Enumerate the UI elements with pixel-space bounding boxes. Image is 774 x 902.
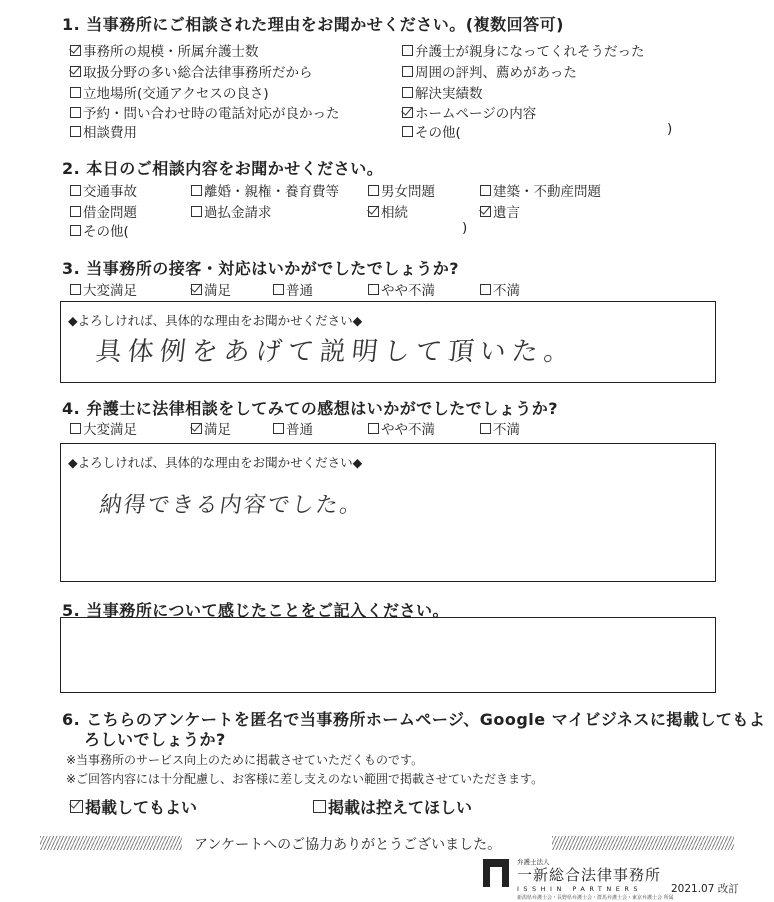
q1-option-scale[interactable]: 事務所の規模・所属弁護士数 bbox=[70, 40, 259, 60]
q3-option-neutral[interactable]: 普通 bbox=[273, 279, 313, 299]
checkbox[interactable] bbox=[402, 66, 413, 77]
checkbox[interactable] bbox=[480, 284, 491, 295]
q4-option-somewhat-dissatisfied[interactable]: やや不満 bbox=[368, 418, 435, 438]
q2-option-relationship[interactable]: 男女問題 bbox=[368, 180, 435, 200]
firm-type-label: 弁護士法人 bbox=[517, 858, 550, 866]
q1-option-reputation[interactable]: 周囲の評判、薦めがあった bbox=[402, 61, 577, 81]
q6-note-2: ※ご回答内容には十分配慮し、お客様に差し支えのない範囲で掲載させていただきます。 bbox=[66, 772, 544, 786]
decorative-hatch-right bbox=[552, 836, 734, 850]
checkbox[interactable] bbox=[70, 206, 81, 217]
q2-option-will[interactable]: 遺言 bbox=[480, 201, 520, 221]
firm-affiliation: 新潟県弁護士会・長野県弁護士会・群馬弁護士会・東京弁護士会 所属 bbox=[517, 895, 674, 901]
checkbox[interactable] bbox=[368, 423, 379, 434]
q6-title-line1: 6. こちらのアンケートを匿名で当事務所ホームページ、Google マイビジネスに掲載してもよ bbox=[62, 710, 766, 729]
q3-option-somewhat-dissatisfied[interactable]: やや不満 bbox=[368, 279, 435, 299]
q3-handwritten-answer: 具体例をあげて説明して頂いた。 bbox=[94, 337, 578, 367]
q6-option-allow[interactable]: 掲載してもよい bbox=[70, 795, 197, 818]
checkbox[interactable] bbox=[402, 126, 413, 137]
checkbox[interactable] bbox=[70, 225, 81, 236]
checkbox[interactable] bbox=[191, 284, 202, 295]
checkbox[interactable] bbox=[368, 206, 379, 217]
q5-title: 5. 当事務所について感じたことをご記入ください。 bbox=[62, 601, 449, 620]
q4-option-satisfied[interactable]: 満足 bbox=[191, 418, 231, 438]
decorative-hatch-left bbox=[40, 836, 182, 850]
revision-date: 2021.07 改訂 bbox=[671, 883, 739, 895]
q4-option-very-satisfied[interactable]: 大変満足 bbox=[70, 418, 137, 438]
q1-option-location[interactable]: 立地場所(交通アクセスの良さ) bbox=[70, 82, 269, 102]
checkbox[interactable] bbox=[70, 185, 81, 196]
q2-title: 2. 本日のご相談内容をお聞かせください。 bbox=[62, 159, 384, 178]
q6-title-line2: ろしいでしょうか? bbox=[84, 730, 226, 749]
q1-option-other[interactable]: その他( bbox=[402, 121, 461, 141]
q1-option-phone[interactable]: 予約・問い合わせ時の電話対応が良かった bbox=[70, 102, 340, 122]
q3-reason-prompt: ◆よろしければ、具体的な理由をお聞かせください◆ bbox=[68, 313, 363, 328]
checkbox[interactable] bbox=[191, 423, 202, 434]
q2-option-other[interactable]: その他( bbox=[70, 220, 129, 240]
q1-option-general-firm[interactable]: 取扱分野の多い総合法律事務所だから bbox=[70, 61, 313, 81]
q6-note-1: ※当事務所のサービス向上のために掲載させていただくものです。 bbox=[66, 753, 424, 767]
q2-option-debt[interactable]: 借金問題 bbox=[70, 201, 137, 221]
checkbox[interactable] bbox=[402, 107, 413, 118]
q1-option-kind-lawyer[interactable]: 弁護士が親身になってくれそうだった bbox=[402, 40, 645, 60]
thanks-message: アンケートへのご協力ありがとうございました。 bbox=[194, 837, 502, 853]
checkbox[interactable] bbox=[480, 185, 491, 196]
checkbox[interactable] bbox=[313, 800, 326, 813]
q4-title: 4. 弁護士に法律相談をしてみての感想はいかがでしたでしょうか? bbox=[62, 399, 559, 418]
checkbox[interactable] bbox=[70, 66, 81, 77]
q4-reason-prompt: ◆よろしければ、具体的な理由をお聞かせください◆ bbox=[68, 455, 363, 470]
firm-name-english: ISSHIN PARTNERS bbox=[517, 885, 642, 893]
checkbox[interactable] bbox=[70, 800, 83, 813]
checkbox[interactable] bbox=[191, 185, 202, 196]
checkbox[interactable] bbox=[70, 284, 81, 295]
q3-option-dissatisfied[interactable]: 不満 bbox=[480, 279, 520, 299]
checkbox[interactable] bbox=[70, 423, 81, 434]
q2-option-overpayment[interactable]: 過払金請求 bbox=[191, 201, 272, 221]
checkbox[interactable] bbox=[70, 45, 81, 56]
checkbox[interactable] bbox=[273, 423, 284, 434]
firm-name: 一新総合法律事務所 bbox=[517, 866, 662, 884]
q4-option-neutral[interactable]: 普通 bbox=[273, 418, 313, 438]
checkbox[interactable] bbox=[368, 185, 379, 196]
q1-other-close: ) bbox=[667, 121, 673, 137]
q1-option-fee[interactable]: 相談費用 bbox=[70, 121, 137, 141]
q2-option-inheritance[interactable]: 相続 bbox=[368, 201, 408, 221]
checkbox[interactable] bbox=[273, 284, 284, 295]
q4-option-dissatisfied[interactable]: 不満 bbox=[480, 418, 520, 438]
q6-option-decline[interactable]: 掲載は控えてほしい bbox=[313, 795, 472, 818]
checkbox[interactable] bbox=[402, 45, 413, 56]
q3-option-satisfied[interactable]: 満足 bbox=[191, 279, 231, 299]
q1-option-website[interactable]: ホームページの内容 bbox=[402, 102, 536, 122]
q1-option-track-record[interactable]: 解決実績数 bbox=[402, 82, 483, 102]
checkbox[interactable] bbox=[70, 107, 81, 118]
q2-option-divorce[interactable]: 離婚・親権・養育費等 bbox=[191, 180, 339, 200]
checkbox[interactable] bbox=[191, 206, 202, 217]
checkbox[interactable] bbox=[70, 87, 81, 98]
checkbox[interactable] bbox=[480, 423, 491, 434]
q5-comment-box[interactable] bbox=[60, 617, 716, 693]
checkbox[interactable] bbox=[368, 284, 379, 295]
q4-handwritten-answer: 納得できる内容でした。 bbox=[97, 493, 366, 518]
checkbox[interactable] bbox=[70, 126, 81, 137]
checkbox[interactable] bbox=[480, 206, 491, 217]
q3-option-very-satisfied[interactable]: 大変満足 bbox=[70, 279, 137, 299]
q2-other-close: ) bbox=[462, 220, 468, 236]
q2-option-real-estate[interactable]: 建築・不動産問題 bbox=[480, 180, 601, 200]
q2-option-traffic[interactable]: 交通事故 bbox=[70, 180, 137, 200]
q1-title: 1. 当事務所にご相談された理由をお聞かせください。(複数回答可) bbox=[62, 15, 564, 34]
firm-logo-icon bbox=[483, 859, 509, 887]
q3-title: 3. 当事務所の接客・対応はいかがでしたでしょうか? bbox=[62, 259, 460, 278]
checkbox[interactable] bbox=[402, 87, 413, 98]
